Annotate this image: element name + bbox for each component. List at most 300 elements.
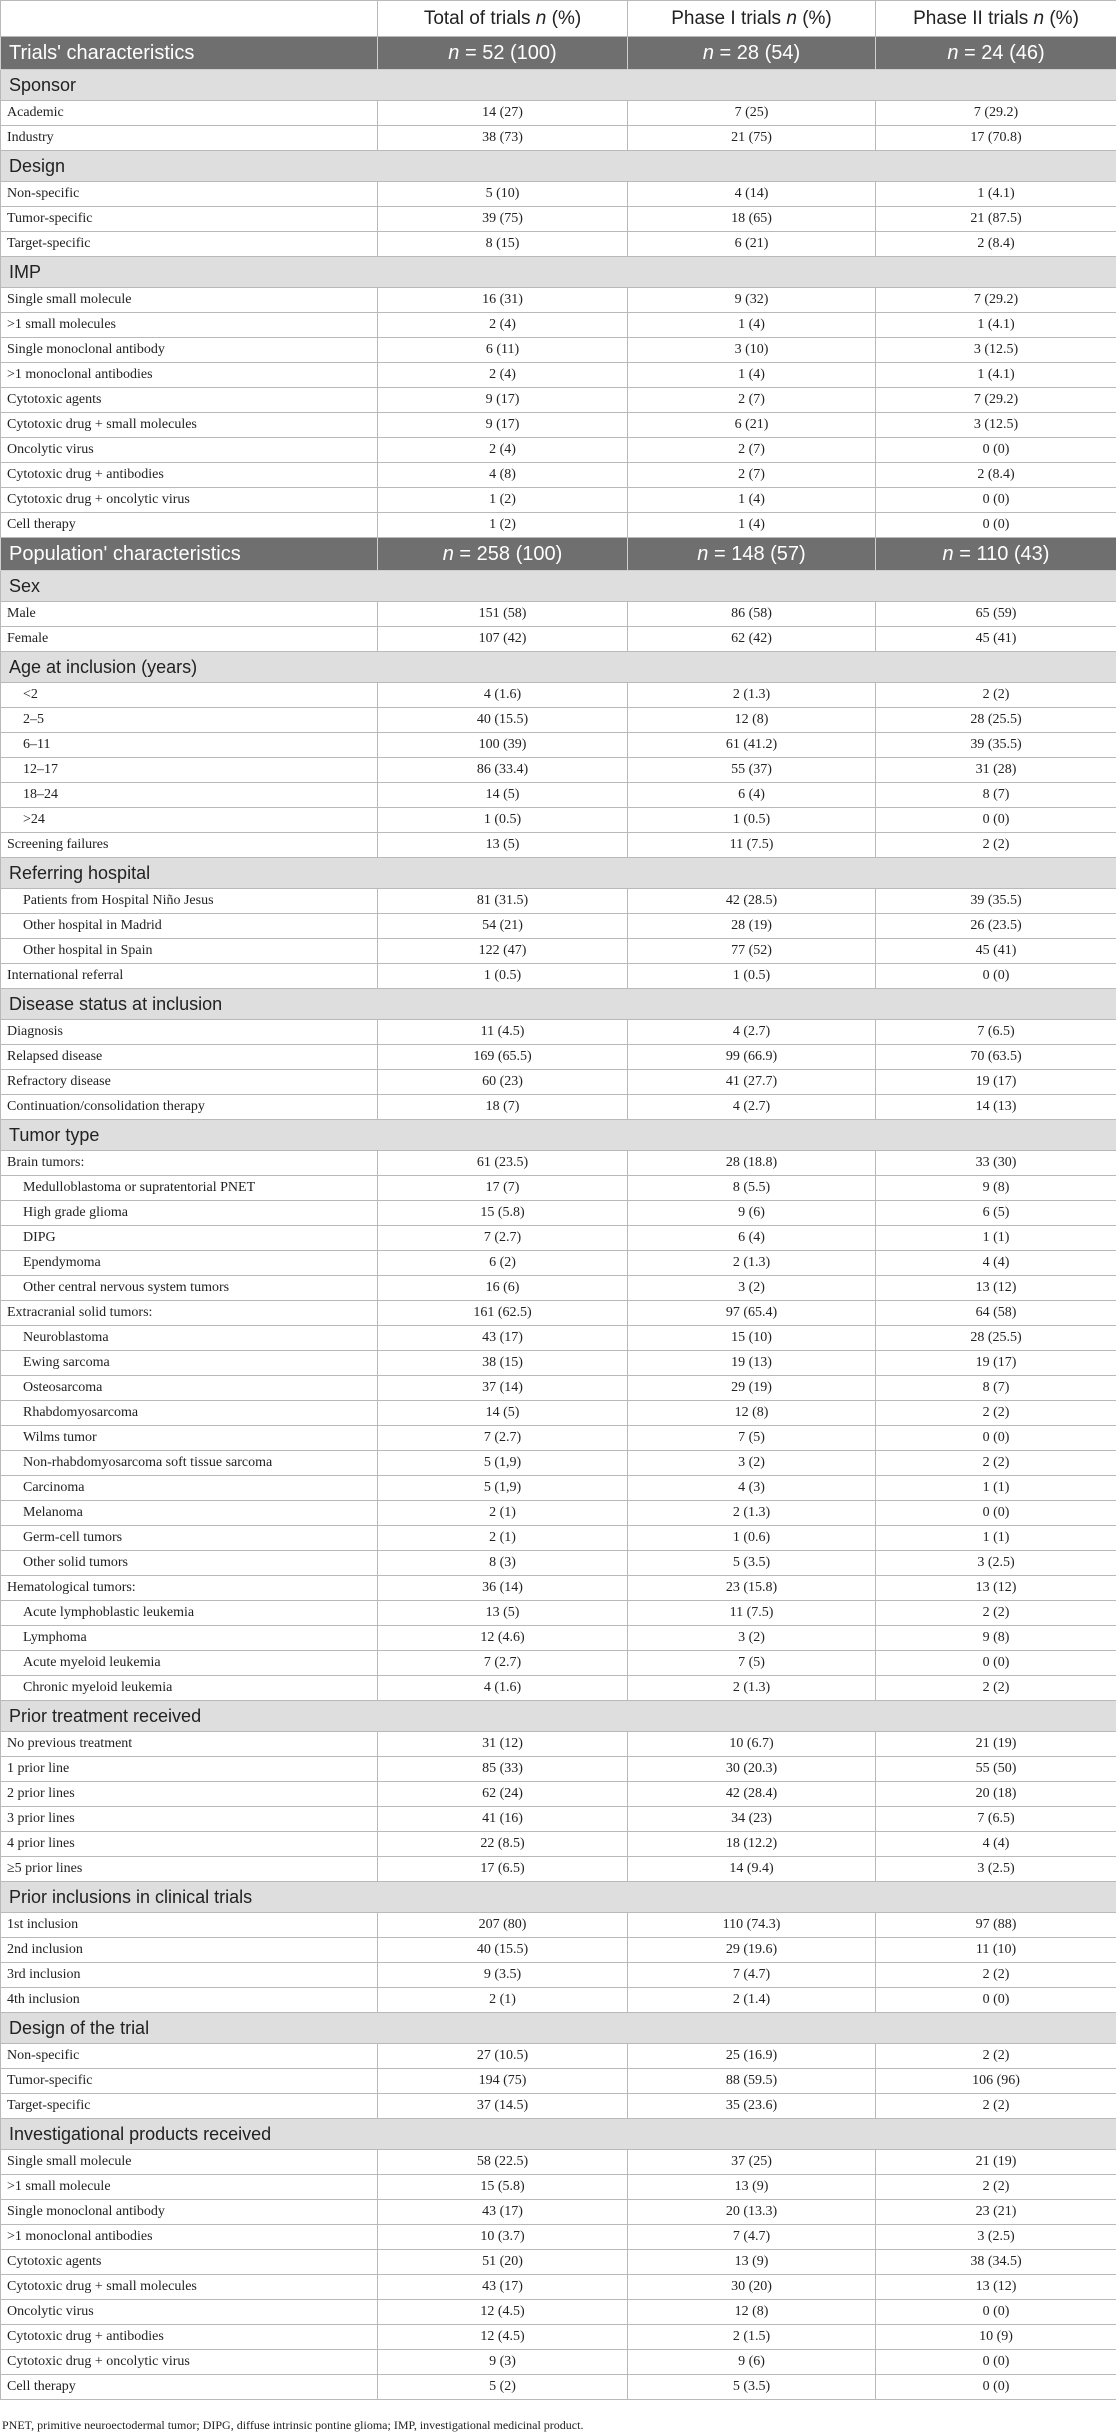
cell-phase1: 20 (13.3) xyxy=(628,2200,876,2225)
group-title: Sponsor xyxy=(1,70,1116,101)
cell-phase1: 77 (52) xyxy=(628,939,876,964)
cell-phase2: 2 (2) xyxy=(876,2175,1116,2200)
table-row xyxy=(1,783,1116,808)
cell-total: 41 (16) xyxy=(378,1807,628,1832)
cell-total: 12 (4.6) xyxy=(378,1626,628,1651)
row-label: >1 monoclonal antibodies xyxy=(1,363,378,388)
row-label: Rhabdomyosarcoma xyxy=(1,1401,378,1426)
cell-phase2: 13 (12) xyxy=(876,1576,1116,1601)
cell-phase1: 8 (5.5) xyxy=(628,1176,876,1201)
cell-phase1: 2 (1.5) xyxy=(628,2325,876,2350)
table-row xyxy=(1,2350,1116,2375)
cell-phase2: 10 (9) xyxy=(876,2325,1116,2350)
cell-phase1: 30 (20) xyxy=(628,2275,876,2300)
cell-phase1: 4 (3) xyxy=(628,1476,876,1501)
row-label: Tumor-specific xyxy=(1,2069,378,2094)
cell-phase1: 29 (19.6) xyxy=(628,1938,876,1963)
table-row xyxy=(1,1095,1116,1120)
row-label: Female xyxy=(1,627,378,652)
group-header-row xyxy=(1,571,1116,602)
cell-total: 37 (14) xyxy=(378,1376,628,1401)
row-label: Other central nervous system tumors xyxy=(1,1276,378,1301)
row-label: Oncolytic virus xyxy=(1,438,378,463)
cell-phase1: 9 (6) xyxy=(628,1201,876,1226)
table-row xyxy=(1,232,1116,257)
cell-phase1: 4 (2.7) xyxy=(628,1095,876,1120)
row-label: Single monoclonal antibody xyxy=(1,338,378,363)
row-label: Cell therapy xyxy=(1,2375,378,2400)
cell-total: 1 (0.5) xyxy=(378,808,628,833)
row-label: Oncolytic virus xyxy=(1,2300,378,2325)
row-label: 3rd inclusion xyxy=(1,1963,378,1988)
table-row xyxy=(1,2175,1116,2200)
cell-phase2: 7 (29.2) xyxy=(876,101,1116,126)
row-label: Refractory disease xyxy=(1,1070,378,1095)
cell-total: 8 (15) xyxy=(378,232,628,257)
cell-phase2: 21 (87.5) xyxy=(876,207,1116,232)
table-row xyxy=(1,1326,1116,1351)
row-label: Other solid tumors xyxy=(1,1551,378,1576)
cell-phase1: 2 (7) xyxy=(628,388,876,413)
table-row xyxy=(1,1757,1116,1782)
cell-total: 18 (7) xyxy=(378,1095,628,1120)
section-title: Trials' characteristics xyxy=(1,37,378,70)
cell-phase2: 2 (8.4) xyxy=(876,463,1116,488)
cell-total: 9 (17) xyxy=(378,388,628,413)
cell-total: 13 (5) xyxy=(378,1601,628,1626)
row-label: >1 small molecule xyxy=(1,2175,378,2200)
cell-total: 2 (4) xyxy=(378,438,628,463)
cell-total: 10 (3.7) xyxy=(378,2225,628,2250)
cell-phase1: 7 (5) xyxy=(628,1426,876,1451)
cell-phase2: 64 (58) xyxy=(876,1301,1116,1326)
table-row xyxy=(1,2275,1116,2300)
cell-phase2: 1 (4.1) xyxy=(876,313,1116,338)
column-header xyxy=(1,1,378,37)
cell-phase1: 3 (10) xyxy=(628,338,876,363)
row-label: Other hospital in Spain xyxy=(1,939,378,964)
group-header-row xyxy=(1,1120,1116,1151)
cell-phase1: 11 (7.5) xyxy=(628,1601,876,1626)
section-title: Population' characteristics xyxy=(1,538,378,571)
cell-total: 9 (3) xyxy=(378,2350,628,2375)
cell-phase1: 1 (0.5) xyxy=(628,964,876,989)
cell-phase2: 2 (2) xyxy=(876,2094,1116,2119)
cell-phase1: 3 (2) xyxy=(628,1276,876,1301)
cell-phase2: 17 (70.8) xyxy=(876,126,1116,151)
cell-phase2: 13 (12) xyxy=(876,1276,1116,1301)
group-title: Age at inclusion (years) xyxy=(1,652,1116,683)
cell-phase2: 1 (4.1) xyxy=(876,363,1116,388)
cell-phase2: 2 (2) xyxy=(876,1401,1116,1426)
group-header-row xyxy=(1,652,1116,683)
table-row xyxy=(1,1401,1116,1426)
table-row xyxy=(1,1938,1116,1963)
group-title: Prior treatment received xyxy=(1,1701,1116,1732)
cell-phase1: 2 (7) xyxy=(628,463,876,488)
row-label: >1 monoclonal antibodies xyxy=(1,2225,378,2250)
cell-total: 2 (4) xyxy=(378,363,628,388)
row-label: Other hospital in Madrid xyxy=(1,914,378,939)
section-total-n: n = 52 (100) xyxy=(378,37,628,70)
cell-phase1: 7 (25) xyxy=(628,101,876,126)
cell-total: 14 (27) xyxy=(378,101,628,126)
table-row xyxy=(1,488,1116,513)
row-label: No previous treatment xyxy=(1,1732,378,1757)
row-label: 6–11 xyxy=(1,733,378,758)
cell-phase1: 5 (3.5) xyxy=(628,1551,876,1576)
cell-phase1: 37 (25) xyxy=(628,2150,876,2175)
row-label: Cytotoxic drug + small molecules xyxy=(1,2275,378,2300)
cell-phase2: 0 (0) xyxy=(876,1426,1116,1451)
row-label: Wilms tumor xyxy=(1,1426,378,1451)
cell-phase2: 6 (5) xyxy=(876,1201,1116,1226)
group-header-row xyxy=(1,989,1116,1020)
cell-total: 1 (2) xyxy=(378,513,628,538)
row-label: 1st inclusion xyxy=(1,1913,378,1938)
table-row xyxy=(1,1651,1116,1676)
table-row xyxy=(1,101,1116,126)
cell-phase1: 1 (4) xyxy=(628,313,876,338)
cell-total: 7 (2.7) xyxy=(378,1651,628,1676)
cell-total: 4 (1.6) xyxy=(378,683,628,708)
cell-total: 31 (12) xyxy=(378,1732,628,1757)
cell-total: 40 (15.5) xyxy=(378,708,628,733)
table-row xyxy=(1,1226,1116,1251)
cell-phase1: 2 (1.3) xyxy=(628,683,876,708)
table-footnote: PNET, primitive neuroectodermal tumor; DIPG, diffuse intrinsic pontine glioma; IMP, investigational medicinal product. xyxy=(2,2418,584,2432)
cell-phase1: 12 (8) xyxy=(628,708,876,733)
row-label: DIPG xyxy=(1,1226,378,1251)
cell-phase2: 0 (0) xyxy=(876,808,1116,833)
cell-phase2: 2 (2) xyxy=(876,1676,1116,1701)
cell-total: 36 (14) xyxy=(378,1576,628,1601)
row-label: 2nd inclusion xyxy=(1,1938,378,1963)
section-band-row xyxy=(1,37,1116,70)
cell-phase2: 0 (0) xyxy=(876,2300,1116,2325)
table-row xyxy=(1,1176,1116,1201)
cell-phase2: 7 (6.5) xyxy=(876,1807,1116,1832)
group-header-row xyxy=(1,2013,1116,2044)
row-label: Single small molecule xyxy=(1,288,378,313)
cell-total: 1 (0.5) xyxy=(378,964,628,989)
table-row xyxy=(1,1476,1116,1501)
cell-phase2: 8 (7) xyxy=(876,783,1116,808)
row-label: Osteosarcoma xyxy=(1,1376,378,1401)
cell-phase2: 65 (59) xyxy=(876,602,1116,627)
cell-total: 51 (20) xyxy=(378,2250,628,2275)
cell-total: 40 (15.5) xyxy=(378,1938,628,1963)
table-row xyxy=(1,602,1116,627)
cell-phase2: 4 (4) xyxy=(876,1832,1116,1857)
row-label: Tumor-specific xyxy=(1,207,378,232)
cell-phase1: 30 (20.3) xyxy=(628,1757,876,1782)
cell-total: 1 (2) xyxy=(378,488,628,513)
table-row xyxy=(1,2069,1116,2094)
row-label: Continuation/consolidation therapy xyxy=(1,1095,378,1120)
cell-phase2: 7 (6.5) xyxy=(876,1020,1116,1045)
cell-phase2: 14 (13) xyxy=(876,1095,1116,1120)
cell-phase2: 7 (29.2) xyxy=(876,388,1116,413)
row-label: 18–24 xyxy=(1,783,378,808)
cell-phase2: 2 (2) xyxy=(876,683,1116,708)
cell-total: 5 (10) xyxy=(378,182,628,207)
cell-total: 194 (75) xyxy=(378,2069,628,2094)
cell-phase2: 21 (19) xyxy=(876,1732,1116,1757)
cell-total: 7 (2.7) xyxy=(378,1226,628,1251)
cell-phase1: 18 (12.2) xyxy=(628,1832,876,1857)
column-header xyxy=(876,1,1116,37)
cell-phase1: 1 (4) xyxy=(628,363,876,388)
cell-phase2: 3 (2.5) xyxy=(876,2225,1116,2250)
cell-phase1: 4 (14) xyxy=(628,182,876,207)
cell-phase2: 0 (0) xyxy=(876,1988,1116,2013)
cell-phase1: 6 (4) xyxy=(628,783,876,808)
cell-phase2: 23 (21) xyxy=(876,2200,1116,2225)
cell-phase1: 86 (58) xyxy=(628,602,876,627)
cell-total: 60 (23) xyxy=(378,1070,628,1095)
cell-phase2: 28 (25.5) xyxy=(876,708,1116,733)
cell-total: 122 (47) xyxy=(378,939,628,964)
table-row xyxy=(1,1963,1116,1988)
cell-phase2: 8 (7) xyxy=(876,1376,1116,1401)
table-row xyxy=(1,1988,1116,2013)
row-label: ≥5 prior lines xyxy=(1,1857,378,1882)
row-label: Brain tumors: xyxy=(1,1151,378,1176)
cell-phase1: 3 (2) xyxy=(628,1451,876,1476)
cell-phase1: 21 (75) xyxy=(628,126,876,151)
group-title: Sex xyxy=(1,571,1116,602)
column-header-label: Phase I trials n (%) xyxy=(671,7,832,29)
cell-phase1: 7 (4.7) xyxy=(628,1963,876,1988)
table-row xyxy=(1,1857,1116,1882)
cell-total: 4 (1.6) xyxy=(378,1676,628,1701)
cell-total: 4 (8) xyxy=(378,463,628,488)
cell-phase1: 2 (1.3) xyxy=(628,1501,876,1526)
header-row xyxy=(1,1,1116,37)
group-title: Disease status at inclusion xyxy=(1,989,1116,1020)
cell-total: 9 (3.5) xyxy=(378,1963,628,1988)
row-label: Melanoma xyxy=(1,1501,378,1526)
table-row xyxy=(1,914,1116,939)
group-title: Investigational products received xyxy=(1,2119,1116,2150)
group-title: Prior inclusions in clinical trials xyxy=(1,1882,1116,1913)
group-header-row xyxy=(1,2119,1116,2150)
row-label: Ewing sarcoma xyxy=(1,1351,378,1376)
cell-total: 2 (1) xyxy=(378,1526,628,1551)
cell-total: 38 (73) xyxy=(378,126,628,151)
cell-phase2: 1 (1) xyxy=(876,1526,1116,1551)
column-header-label: Total of trials n (%) xyxy=(423,7,582,29)
cell-phase1: 6 (21) xyxy=(628,413,876,438)
row-label: Non-specific xyxy=(1,2044,378,2069)
row-label: Cytotoxic agents xyxy=(1,388,378,413)
cell-phase2: 106 (96) xyxy=(876,2069,1116,2094)
cell-phase2: 0 (0) xyxy=(876,438,1116,463)
cell-total: 22 (8.5) xyxy=(378,1832,628,1857)
cell-phase1: 28 (19) xyxy=(628,914,876,939)
cell-phase1: 7 (5) xyxy=(628,1651,876,1676)
cell-total: 12 (4.5) xyxy=(378,2325,628,2350)
cell-phase1: 7 (4.7) xyxy=(628,2225,876,2250)
table-row xyxy=(1,1732,1116,1757)
table-row xyxy=(1,1832,1116,1857)
cell-phase2: 0 (0) xyxy=(876,488,1116,513)
cell-total: 38 (15) xyxy=(378,1351,628,1376)
row-label: International referral xyxy=(1,964,378,989)
group-header-row xyxy=(1,1882,1116,1913)
cell-phase2: 1 (4.1) xyxy=(876,182,1116,207)
cell-phase2: 3 (12.5) xyxy=(876,338,1116,363)
cell-total: 12 (4.5) xyxy=(378,2300,628,2325)
row-label: Patients from Hospital Niño Jesus xyxy=(1,889,378,914)
cell-phase2: 28 (25.5) xyxy=(876,1326,1116,1351)
cell-total: 207 (80) xyxy=(378,1913,628,1938)
table-row xyxy=(1,1020,1116,1045)
row-label: 3 prior lines xyxy=(1,1807,378,1832)
table-row xyxy=(1,1501,1116,1526)
table-row xyxy=(1,1301,1116,1326)
cell-phase1: 6 (4) xyxy=(628,1226,876,1251)
cell-total: 43 (17) xyxy=(378,2200,628,2225)
row-label: Cytotoxic agents xyxy=(1,2250,378,2275)
group-title: IMP xyxy=(1,257,1116,288)
section-band-row xyxy=(1,538,1116,571)
table-row xyxy=(1,1251,1116,1276)
table-row xyxy=(1,2094,1116,2119)
cell-phase1: 99 (66.9) xyxy=(628,1045,876,1070)
cell-phase2: 3 (12.5) xyxy=(876,413,1116,438)
row-label: 12–17 xyxy=(1,758,378,783)
cell-phase2: 2 (8.4) xyxy=(876,232,1116,257)
cell-phase1: 42 (28.5) xyxy=(628,889,876,914)
row-label: 1 prior line xyxy=(1,1757,378,1782)
table-row xyxy=(1,1782,1116,1807)
row-label: <2 xyxy=(1,683,378,708)
row-label: Male xyxy=(1,602,378,627)
cell-phase1: 61 (41.2) xyxy=(628,733,876,758)
table-row xyxy=(1,2250,1116,2275)
row-label: Screening failures xyxy=(1,833,378,858)
cell-total: 15 (5.8) xyxy=(378,2175,628,2200)
group-title: Tumor type xyxy=(1,1120,1116,1151)
cell-phase1: 3 (2) xyxy=(628,1626,876,1651)
cell-total: 161 (62.5) xyxy=(378,1301,628,1326)
table-row xyxy=(1,1451,1116,1476)
cell-phase1: 1 (0.5) xyxy=(628,808,876,833)
table-row xyxy=(1,438,1116,463)
table-row xyxy=(1,708,1116,733)
cell-total: 86 (33.4) xyxy=(378,758,628,783)
column-header-label: Phase II trials n (%) xyxy=(913,7,1079,29)
row-label: Cell therapy xyxy=(1,513,378,538)
row-label: Neuroblastoma xyxy=(1,1326,378,1351)
cell-phase1: 23 (15.8) xyxy=(628,1576,876,1601)
cell-phase1: 97 (65.4) xyxy=(628,1301,876,1326)
section-total-n: n = 258 (100) xyxy=(378,538,628,571)
section-phase1-n: n = 148 (57) xyxy=(628,538,876,571)
table-row xyxy=(1,513,1116,538)
table-row xyxy=(1,1201,1116,1226)
table-row xyxy=(1,964,1116,989)
table-row xyxy=(1,363,1116,388)
row-label: Industry xyxy=(1,126,378,151)
cell-total: 2 (1) xyxy=(378,1988,628,2013)
cell-phase2: 45 (41) xyxy=(876,627,1116,652)
cell-phase1: 6 (21) xyxy=(628,232,876,257)
cell-total: 6 (2) xyxy=(378,1251,628,1276)
cell-phase2: 2 (2) xyxy=(876,1601,1116,1626)
table-row xyxy=(1,2225,1116,2250)
cell-phase1: 9 (32) xyxy=(628,288,876,313)
cell-total: 39 (75) xyxy=(378,207,628,232)
table-row xyxy=(1,2044,1116,2069)
row-label: Cytotoxic drug + small molecules xyxy=(1,413,378,438)
cell-phase2: 4 (4) xyxy=(876,1251,1116,1276)
cell-phase1: 25 (16.9) xyxy=(628,2044,876,2069)
cell-phase2: 11 (10) xyxy=(876,1938,1116,1963)
group-title: Design of the trial xyxy=(1,2013,1116,2044)
section-phase1-n: n = 28 (54) xyxy=(628,37,876,70)
row-label: 4 prior lines xyxy=(1,1832,378,1857)
table-row xyxy=(1,2200,1116,2225)
row-label: Single small molecule xyxy=(1,2150,378,2175)
cell-total: 11 (4.5) xyxy=(378,1020,628,1045)
row-label: Chronic myeloid leukemia xyxy=(1,1676,378,1701)
table-row xyxy=(1,758,1116,783)
row-label: Extracranial solid tumors: xyxy=(1,1301,378,1326)
cell-phase1: 13 (9) xyxy=(628,2175,876,2200)
cell-phase2: 0 (0) xyxy=(876,964,1116,989)
table-row xyxy=(1,939,1116,964)
cell-phase1: 1 (4) xyxy=(628,513,876,538)
cell-total: 61 (23.5) xyxy=(378,1151,628,1176)
table-row xyxy=(1,733,1116,758)
row-label: >1 small molecules xyxy=(1,313,378,338)
cell-phase1: 12 (8) xyxy=(628,1401,876,1426)
cell-phase2: 20 (18) xyxy=(876,1782,1116,1807)
row-label: Diagnosis xyxy=(1,1020,378,1045)
cell-phase1: 5 (3.5) xyxy=(628,2375,876,2400)
cell-phase2: 0 (0) xyxy=(876,1501,1116,1526)
cell-phase2: 3 (2.5) xyxy=(876,1857,1116,1882)
table-row xyxy=(1,627,1116,652)
table-row xyxy=(1,463,1116,488)
table-row xyxy=(1,126,1116,151)
table-row xyxy=(1,683,1116,708)
cell-phase2: 38 (34.5) xyxy=(876,2250,1116,2275)
cell-total: 5 (2) xyxy=(378,2375,628,2400)
cell-phase1: 10 (6.7) xyxy=(628,1732,876,1757)
table-body xyxy=(1,1,1116,2400)
row-label: Cytotoxic drug + antibodies xyxy=(1,2325,378,2350)
cell-phase1: 4 (2.7) xyxy=(628,1020,876,1045)
cell-total: 58 (22.5) xyxy=(378,2150,628,2175)
cell-phase2: 1 (1) xyxy=(876,1226,1116,1251)
table-row xyxy=(1,1426,1116,1451)
row-label: 4th inclusion xyxy=(1,1988,378,2013)
section-phase2-n: n = 110 (43) xyxy=(876,538,1116,571)
cell-total: 2 (1) xyxy=(378,1501,628,1526)
table-row xyxy=(1,1807,1116,1832)
cell-phase2: 0 (0) xyxy=(876,2350,1116,2375)
cell-total: 151 (58) xyxy=(378,602,628,627)
cell-phase2: 19 (17) xyxy=(876,1351,1116,1376)
row-label: Acute myeloid leukemia xyxy=(1,1651,378,1676)
cell-total: 14 (5) xyxy=(378,1401,628,1426)
row-label: Target-specific xyxy=(1,2094,378,2119)
cell-phase1: 12 (8) xyxy=(628,2300,876,2325)
